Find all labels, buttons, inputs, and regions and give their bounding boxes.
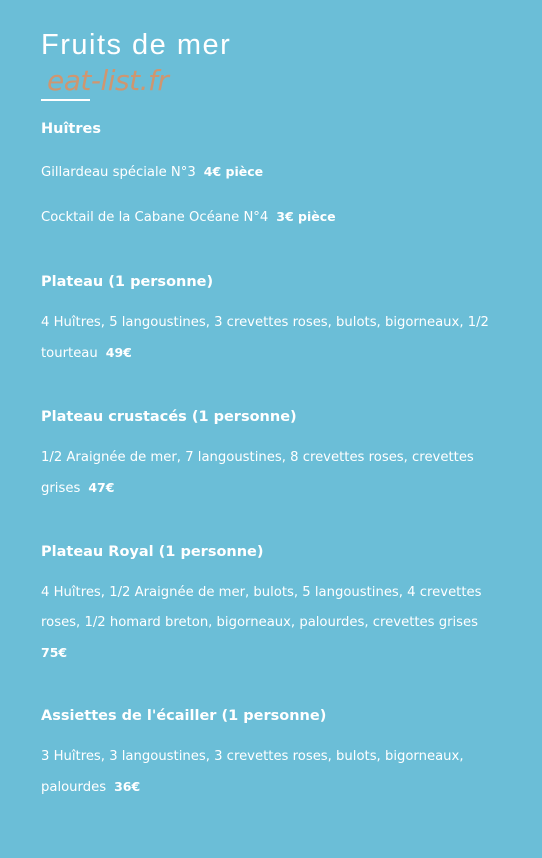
item-description: Cocktail de la Cabane Océane N°4 bbox=[41, 210, 269, 225]
item-price: 4€ pièce bbox=[203, 164, 264, 179]
menu-item bbox=[41, 308, 521, 369]
section-assiettes-ecailler bbox=[41, 706, 521, 803]
brand-watermark bbox=[41, 64, 521, 104]
item-description: Gillardeau spéciale N°3 bbox=[41, 165, 196, 180]
item-price: 36€ bbox=[114, 779, 141, 794]
item-description: 4 Huîtres, 1/2 Araignée de mer, bulots, 5 langoustines, 4 crevettes roses, 1/2 homard breton, bigorneaux, palourdes, crevettes grises bbox=[41, 585, 482, 630]
brand-text: eat-list.fr bbox=[47, 64, 169, 97]
section-title: Plateau (1 personne) bbox=[41, 274, 214, 290]
section-title: Huîtres bbox=[41, 121, 101, 137]
menu-item bbox=[41, 202, 521, 233]
item-price: 47€ bbox=[88, 480, 115, 495]
section-plateau bbox=[41, 272, 521, 369]
page-title: Fruits de mer bbox=[41, 29, 232, 61]
section-title: Plateau Royal (1 personne) bbox=[41, 544, 264, 560]
menu-item bbox=[41, 443, 521, 504]
menu-item bbox=[41, 742, 521, 803]
item-description: 1/2 Araignée de mer, 7 langoustines, 8 crevettes roses, crevettes grises bbox=[41, 450, 474, 496]
item-price: 75€ bbox=[41, 645, 68, 660]
section-title: Plateau crustacés (1 personne) bbox=[41, 409, 297, 425]
section-plateau-crustaces bbox=[41, 407, 521, 504]
menu-page bbox=[41, 28, 521, 803]
item-description: 3 Huîtres, 3 langoustines, 3 crevettes roses, bulots, bigorneaux, palourdes bbox=[41, 749, 464, 795]
section-plateau-royal bbox=[41, 542, 521, 668]
menu-item bbox=[41, 157, 521, 188]
menu-item bbox=[41, 578, 521, 668]
item-price: 3€ pièce bbox=[276, 209, 336, 224]
item-description: 4 Huîtres, 5 langoustines, 3 crevettes roses, bulots, bigorneaux, 1/2 tourteau bbox=[41, 315, 489, 361]
brand-underline bbox=[41, 99, 90, 101]
section-title: Assiettes de l'écailler (1 personne) bbox=[41, 708, 327, 724]
section-huitres bbox=[41, 119, 521, 233]
item-price: 49€ bbox=[105, 345, 132, 360]
